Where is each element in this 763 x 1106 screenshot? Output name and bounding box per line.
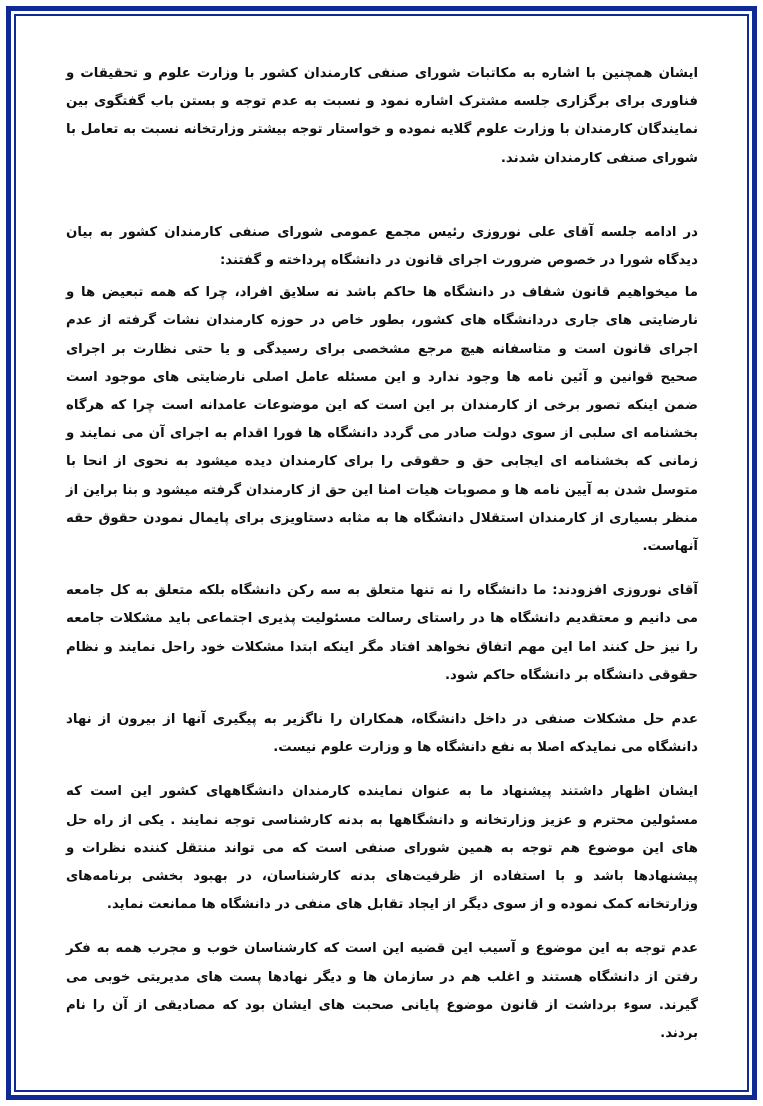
paragraph-3: ما میخواهیم قانون شفاف در دانشگاه ها حاکم باشد نه سلایق افراد، چرا که همه تبعیض ها و نارضایتی های جاری دردانشگاه های کشور، بطور خاص در حوزه کارمندان نشات گرفته از عدم اجرای قانون است و متاسفانه هیچ مرجع مشخصی برای رسیدگی و یا حتی نظارت بر اجرای صحیح قوانین و آئین نامه ها وجود ندارد و این مسئله عامل اصلی نارضایتی های موجود است ضمن اینکه تصور برخی از کارمندان بر این است که این موضوعات عامدانه است چرا که هرگاه بخشنامه ای سلبی از سوی دولت صادر می گردد دانشگاه ها فورا اقدام به اجرای آن می نمایند و زمانی که بخشنامه ای ایجابی حق و حقوقی را برای کارمندان دیده میشود به نحوی از انحا با متوسل شدن به آیین نامه ها و مصوبات هیات امنا این حق از کارمندان گرفته میشود و بنا براین از منظر بسیاری از کارمندان استقلال دانشگاه ها به مثابه دستاویزی برای پایمال نمودن حقوق حقه آنهاست. xyxy=(66,285,698,555)
paragraph-6: ایشان اظهار داشتند پیشنهاد ما به عنوان نماینده کارمندان دانشگاههای کشور این است که مسئولین محترم و عزیز وزارتخانه و دانشگاهها به بدنه کارشناسی توجه نمایند . یکی از راه حل های این موضوع هم توجه به همین شورای صنفی است که می تواند منتقل کننده نظرات و پیشنهادها باشد و با استفاده از ظرفیت‌های بدنه کارشناسان، در بهبود بخشی برنامه‌های وزارتخانه کمک نموده و از سوی دیگر از ایجاد تقابل های منفی در دانشگاه ها ممانعت نماید. xyxy=(66,784,698,913)
paragraph-5: عدم حل مشکلات صنفی در داخل دانشگاه، همکاران را ناگزیر به پیگیری آنها از بیرون از نهاد دانشگاه می نمایدکه اصلا به نفع دانشگاه ها و وزارت علوم نیست. xyxy=(66,712,698,756)
paragraph-2: در ادامه جلسه آقای علی نوروزی رئیس مجمع عمومی شورای صنفی کارمندان کشور به بیان دیدگاه شورا در خصوص ضرورت اجرای قانون در دانشگاه پرداخته و گفتند: xyxy=(66,224,698,269)
paragraph-7: عدم توجه به این موضوع و آسیب این قضیه این است که کارشناسان خوب و مجرب همه به فکر رفتن از دانشگاه هستند و اغلب هم در سازمان ها و دیگر نهادها پست های مدیریتی خوبی می گیرند. سوء برداشت از قانون موضوع پایانی صحبت های ایشان بود که مصادیقی از آن را نام بردند. xyxy=(66,941,698,1042)
document-body xyxy=(66,60,698,1064)
paragraph-1: ایشان همچنین با اشاره به مکاتبات شورای صنفی کارمندان کشور با وزارت علوم و تحقیقات و فناوری برای برگزاری جلسه مشترک اشاره نمود و نسبت به عدم توجه و بستن باب گفتگوی بین نمایندگان کارمندان با وزارت علوم گلایه نموده و خواستار توجه بیشتر وزارتخانه نسبت به تعامل با شورای صنفی کارمندان شدند. xyxy=(66,66,698,166)
paragraph-4: آقای نوروزی افزودند: ما دانشگاه را نه تنها متعلق به سه رکن دانشگاه بلکه متعلق به کل جامعه می دانیم و معتقدیم دانشگاه ها در راستای رسالت مسئولیت پذیری اجتماعی باید مشکلات جامعه را نیز حل کنند اما این مهم اتفاق نخواهد افتاد مگر اینکه ابتدا مشکلات خود راحل نمایند و نظام حقوقی دانشگاه بر دانشگاه حاکم شود. xyxy=(66,583,698,683)
